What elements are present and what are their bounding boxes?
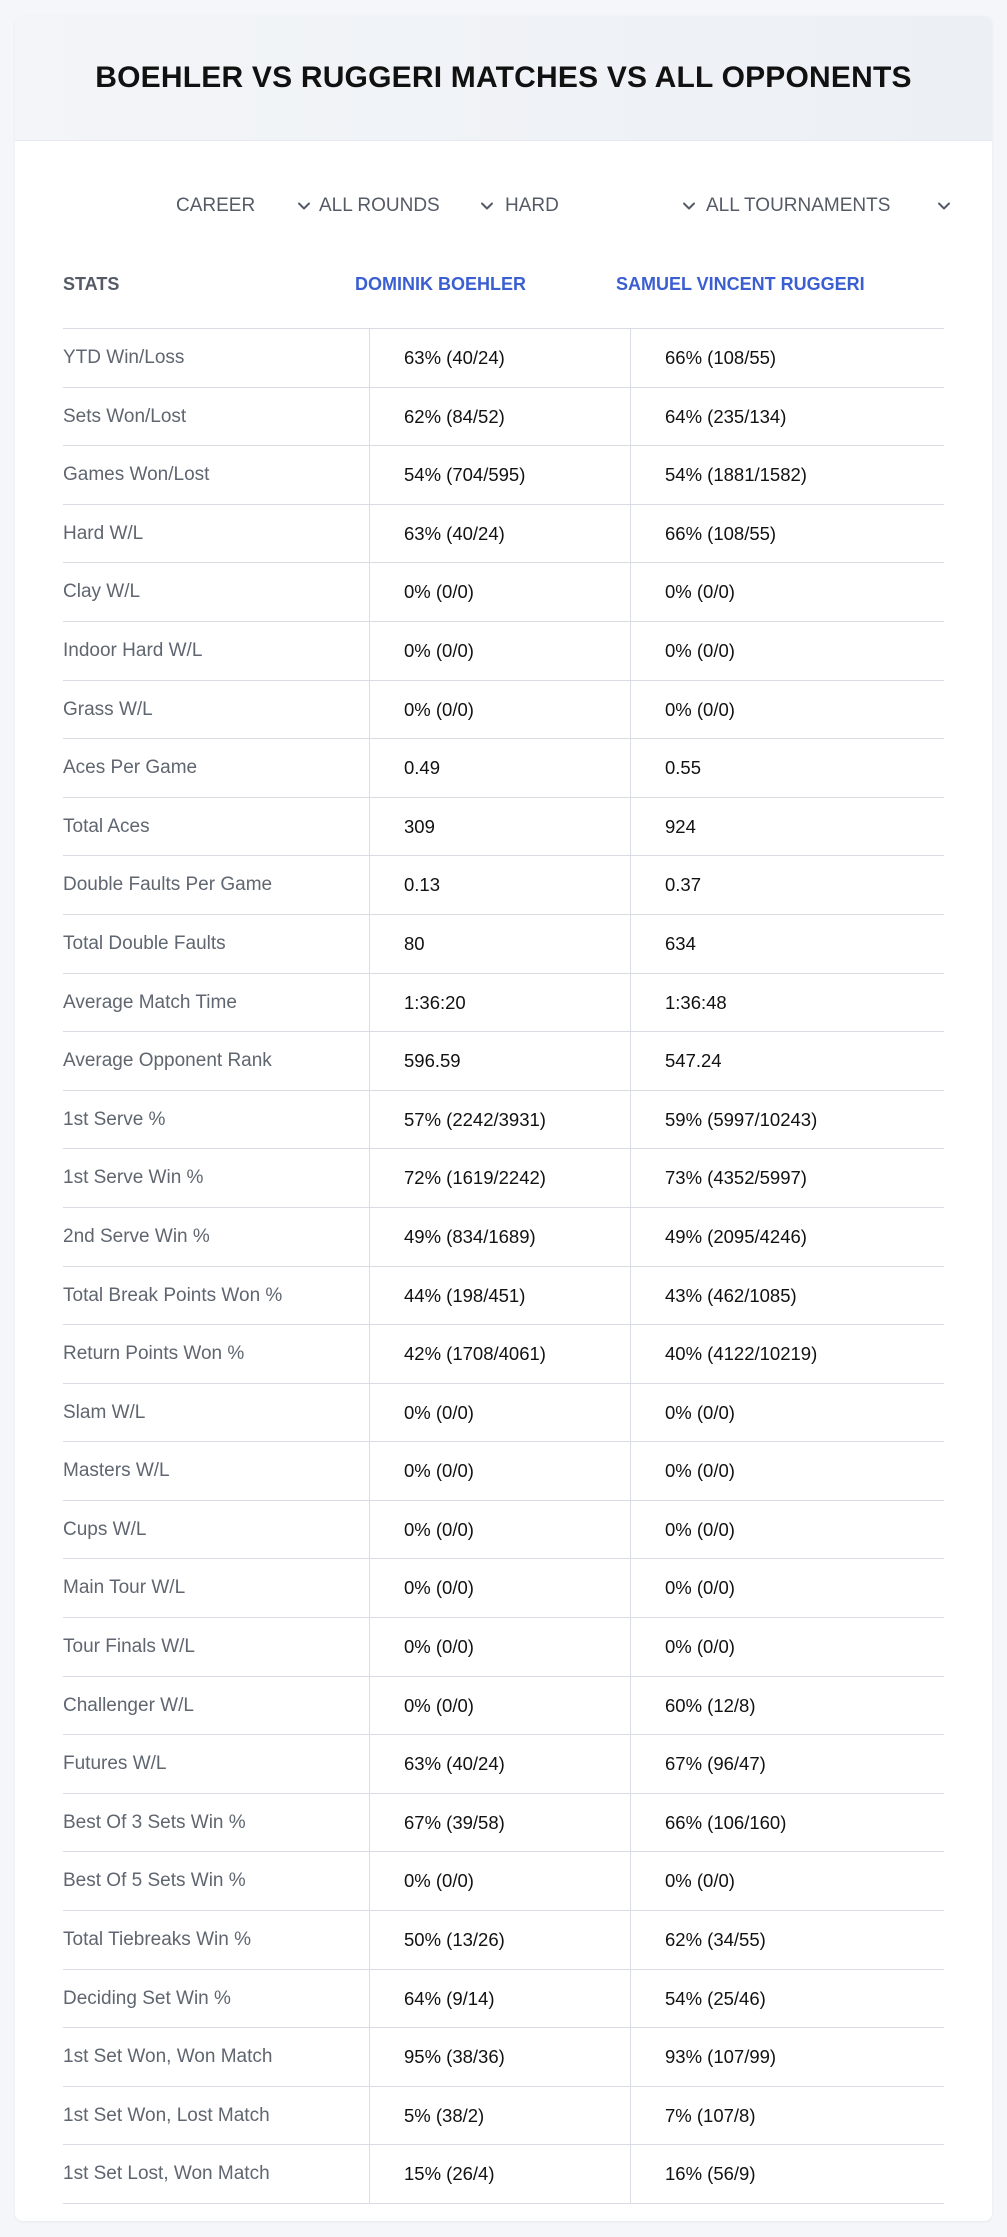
stat-label: Sets Won/Lost bbox=[63, 405, 187, 427]
player2-stat-value: 0% (0/0) bbox=[665, 1518, 735, 1540]
player1-stat-value: 62% (84/52) bbox=[404, 405, 505, 427]
player1-stat-value: 63% (40/24) bbox=[404, 347, 505, 368]
player2-stat-value: 0% (0/0) bbox=[665, 1870, 735, 1892]
player2-stat-value: 924 bbox=[665, 815, 696, 837]
stat-label: Games Won/Lost bbox=[63, 464, 210, 486]
table-row bbox=[63, 681, 944, 740]
stats-table bbox=[63, 260, 944, 2204]
table-row bbox=[63, 2028, 944, 2087]
table-row bbox=[63, 505, 944, 564]
table-row bbox=[63, 563, 944, 622]
stat-label: 1st Set Won, Lost Match bbox=[63, 2104, 270, 2126]
player2-stat-value: 66% (108/55) bbox=[665, 522, 777, 544]
stat-label: Grass W/L bbox=[63, 698, 153, 720]
table-row bbox=[63, 739, 944, 798]
table-row bbox=[63, 1618, 944, 1677]
player1-stat-value: 5% (38/2) bbox=[404, 2104, 485, 2126]
player2-stat-value: 43% (462/1085) bbox=[665, 1284, 797, 1306]
player2-stat-value: 0% (0/0) bbox=[665, 1636, 735, 1658]
player2-stat-value: 0% (0/0) bbox=[665, 698, 735, 720]
chevron-down-icon bbox=[296, 198, 312, 214]
stat-label: 2nd Serve Win % bbox=[63, 1225, 210, 1247]
player1-stat-value: 44% (198/451) bbox=[404, 1284, 526, 1306]
player1-stat-value: 0% (0/0) bbox=[404, 1636, 474, 1658]
table-row bbox=[63, 1032, 944, 1091]
table-row bbox=[63, 1442, 944, 1501]
column-divider bbox=[369, 328, 370, 2203]
player2-stat-value: 60% (12/8) bbox=[665, 1694, 756, 1716]
table-row bbox=[63, 1559, 944, 1618]
stat-label: Best Of 3 Sets Win % bbox=[63, 1811, 246, 1833]
stat-label: Total Aces bbox=[63, 815, 150, 837]
player1-stat-value: 0% (0/0) bbox=[404, 1401, 474, 1423]
table-row bbox=[63, 1677, 944, 1736]
player2-column-header[interactable]: SAMUEL VINCENT RUGGERI bbox=[616, 274, 865, 294]
chevron-down-icon bbox=[681, 198, 697, 214]
player1-stat-value: 0% (0/0) bbox=[404, 639, 474, 661]
player1-stat-value: 596.59 bbox=[404, 1050, 461, 1072]
chevron-down-icon bbox=[479, 198, 495, 214]
stat-label: Hard W/L bbox=[63, 522, 144, 544]
stat-label: Futures W/L bbox=[63, 1753, 167, 1775]
player2-stat-value: 0% (0/0) bbox=[665, 1460, 735, 1482]
stat-label: Main Tour W/L bbox=[63, 1577, 186, 1599]
player1-stat-value: 0% (0/0) bbox=[404, 1460, 474, 1482]
table-row bbox=[63, 798, 944, 857]
stat-label: 1st Set Lost, Won Match bbox=[63, 2163, 270, 2185]
player1-stat-value: 42% (1708/4061) bbox=[404, 1343, 546, 1365]
stat-label: Average Opponent Rank bbox=[63, 1050, 272, 1072]
player2-stat-value: 66% (108/55) bbox=[665, 347, 777, 368]
player1-stat-value: 95% (38/36) bbox=[404, 2046, 505, 2068]
player1-stat-value: 50% (13/26) bbox=[404, 1929, 505, 1951]
stat-label: Deciding Set Win % bbox=[63, 1987, 231, 2009]
stat-label: Average Match Time bbox=[63, 991, 237, 1013]
player2-stat-value: 0% (0/0) bbox=[665, 639, 735, 661]
table-row bbox=[63, 1384, 944, 1443]
table-row bbox=[63, 1852, 944, 1911]
stat-label: Slam W/L bbox=[63, 1401, 146, 1423]
player1-stat-value: 0% (0/0) bbox=[404, 581, 474, 603]
player1-stat-value: 63% (40/24) bbox=[404, 522, 505, 544]
player1-stat-value: 67% (39/58) bbox=[404, 1811, 505, 1833]
player2-stat-value: 62% (34/55) bbox=[665, 1929, 766, 1951]
table-row bbox=[63, 2145, 944, 2204]
stat-label: Return Points Won % bbox=[63, 1343, 245, 1365]
player1-stat-value: 0% (0/0) bbox=[404, 1870, 474, 1892]
tournaments-dropdown-value: ALL TOURNAMENTS bbox=[706, 195, 891, 216]
stats-column-header: STATS bbox=[63, 274, 120, 294]
player1-stat-value: 309 bbox=[404, 815, 435, 837]
stat-label: Best Of 5 Sets Win % bbox=[63, 1870, 246, 1892]
stat-label: Total Tiebreaks Win % bbox=[63, 1929, 251, 1951]
player1-stat-value: 64% (9/14) bbox=[404, 1987, 495, 2009]
table-header bbox=[63, 260, 944, 329]
player2-stat-value: 0.37 bbox=[665, 874, 702, 896]
filter-bar bbox=[15, 186, 992, 226]
player2-stat-value: 16% (56/9) bbox=[665, 2163, 756, 2185]
player2-stat-value: 66% (106/160) bbox=[665, 1811, 787, 1833]
player1-stat-value: 54% (704/595) bbox=[404, 464, 526, 486]
player1-stat-value: 0% (0/0) bbox=[404, 698, 474, 720]
stat-label: YTD Win/Loss bbox=[63, 347, 185, 368]
player2-stat-value: 93% (107/99) bbox=[665, 2046, 777, 2068]
player2-stat-value: 634 bbox=[665, 932, 696, 954]
stat-label: Challenger W/L bbox=[63, 1694, 194, 1716]
player1-stat-value: 1:36:20 bbox=[404, 991, 466, 1013]
stat-label: Double Faults Per Game bbox=[63, 874, 273, 896]
player1-stat-value: 0.13 bbox=[404, 874, 441, 896]
player2-stat-value: 64% (235/134) bbox=[665, 405, 787, 427]
table-row bbox=[63, 1325, 944, 1384]
surface-dropdown-value: HARD bbox=[505, 195, 559, 216]
stat-label: 1st Serve Win % bbox=[63, 1167, 204, 1189]
player2-stat-value: 54% (25/46) bbox=[665, 1987, 766, 2009]
page-header bbox=[15, 16, 992, 141]
stat-label: Total Break Points Won % bbox=[63, 1284, 283, 1306]
player1-column-header[interactable]: DOMINIK BOEHLER bbox=[355, 274, 526, 294]
stat-label: Tour Finals W/L bbox=[63, 1636, 195, 1658]
period-dropdown-value: CAREER bbox=[176, 195, 256, 216]
rounds-dropdown-value: ALL ROUNDS bbox=[319, 195, 440, 216]
page-title: BOEHLER VS RUGGERI MATCHES VS ALL OPPONENTS bbox=[95, 61, 912, 94]
stat-label: Cups W/L bbox=[63, 1518, 147, 1540]
table-row bbox=[63, 1735, 944, 1794]
table-row bbox=[63, 622, 944, 681]
stat-label: Aces Per Game bbox=[63, 757, 198, 779]
table-row bbox=[63, 1501, 944, 1560]
chevron-down-icon bbox=[936, 198, 952, 214]
player2-stat-value: 67% (96/47) bbox=[665, 1753, 766, 1775]
player1-stat-value: 15% (26/4) bbox=[404, 2163, 495, 2185]
player2-stat-value: 54% (1881/1582) bbox=[665, 464, 807, 486]
player2-stat-value: 547.24 bbox=[665, 1050, 722, 1072]
player1-stat-value: 72% (1619/2242) bbox=[404, 1167, 546, 1189]
stat-label: Clay W/L bbox=[63, 581, 141, 603]
period-dropdown[interactable] bbox=[176, 186, 316, 226]
tournaments-dropdown[interactable] bbox=[706, 186, 954, 226]
table-row bbox=[63, 1149, 944, 1208]
player2-stat-value: 73% (4352/5997) bbox=[665, 1167, 807, 1189]
player1-stat-value: 0.49 bbox=[404, 757, 441, 779]
table-row bbox=[63, 1208, 944, 1267]
table-row bbox=[63, 2087, 944, 2146]
stats-card bbox=[15, 16, 992, 2221]
player1-stat-value: 0% (0/0) bbox=[404, 1577, 474, 1599]
player2-stat-value: 0% (0/0) bbox=[665, 581, 735, 603]
surface-dropdown[interactable] bbox=[505, 186, 701, 226]
player2-stat-value: 1:36:48 bbox=[665, 991, 727, 1013]
player2-stat-value: 0% (0/0) bbox=[665, 1401, 735, 1423]
table-row bbox=[63, 974, 944, 1033]
table-row bbox=[63, 915, 944, 974]
table-row bbox=[63, 1911, 944, 1970]
player1-stat-value: 80 bbox=[404, 932, 425, 954]
stat-label: Masters W/L bbox=[63, 1460, 170, 1482]
table-row bbox=[63, 1794, 944, 1853]
table-row bbox=[63, 1970, 944, 2029]
player1-stat-value: 63% (40/24) bbox=[404, 1753, 505, 1775]
player2-stat-value: 59% (5997/10243) bbox=[665, 1108, 818, 1130]
player1-stat-value: 49% (834/1689) bbox=[404, 1225, 536, 1247]
table-row bbox=[63, 446, 944, 505]
stat-label: Indoor Hard W/L bbox=[63, 639, 203, 661]
stat-label: 1st Serve % bbox=[63, 1108, 166, 1130]
table-row bbox=[63, 388, 944, 447]
table-row bbox=[63, 1267, 944, 1326]
stat-label: 1st Set Won, Won Match bbox=[63, 2046, 273, 2068]
column-divider bbox=[630, 328, 631, 2203]
player1-stat-value: 57% (2242/3931) bbox=[404, 1108, 546, 1130]
player1-stat-value: 0% (0/0) bbox=[404, 1518, 474, 1540]
player2-stat-value: 0.55 bbox=[665, 757, 702, 779]
table-body bbox=[63, 329, 944, 2204]
rounds-dropdown[interactable] bbox=[319, 186, 499, 226]
table-row bbox=[63, 856, 944, 915]
table-row bbox=[63, 329, 944, 388]
player2-stat-value: 49% (2095/4246) bbox=[665, 1225, 807, 1247]
player2-stat-value: 40% (4122/10219) bbox=[665, 1343, 818, 1365]
player2-stat-value: 0% (0/0) bbox=[665, 1577, 735, 1599]
table-row bbox=[63, 1091, 944, 1150]
player2-stat-value: 7% (107/8) bbox=[665, 2104, 756, 2126]
stat-label: Total Double Faults bbox=[63, 932, 226, 954]
player1-stat-value: 0% (0/0) bbox=[404, 1694, 474, 1716]
